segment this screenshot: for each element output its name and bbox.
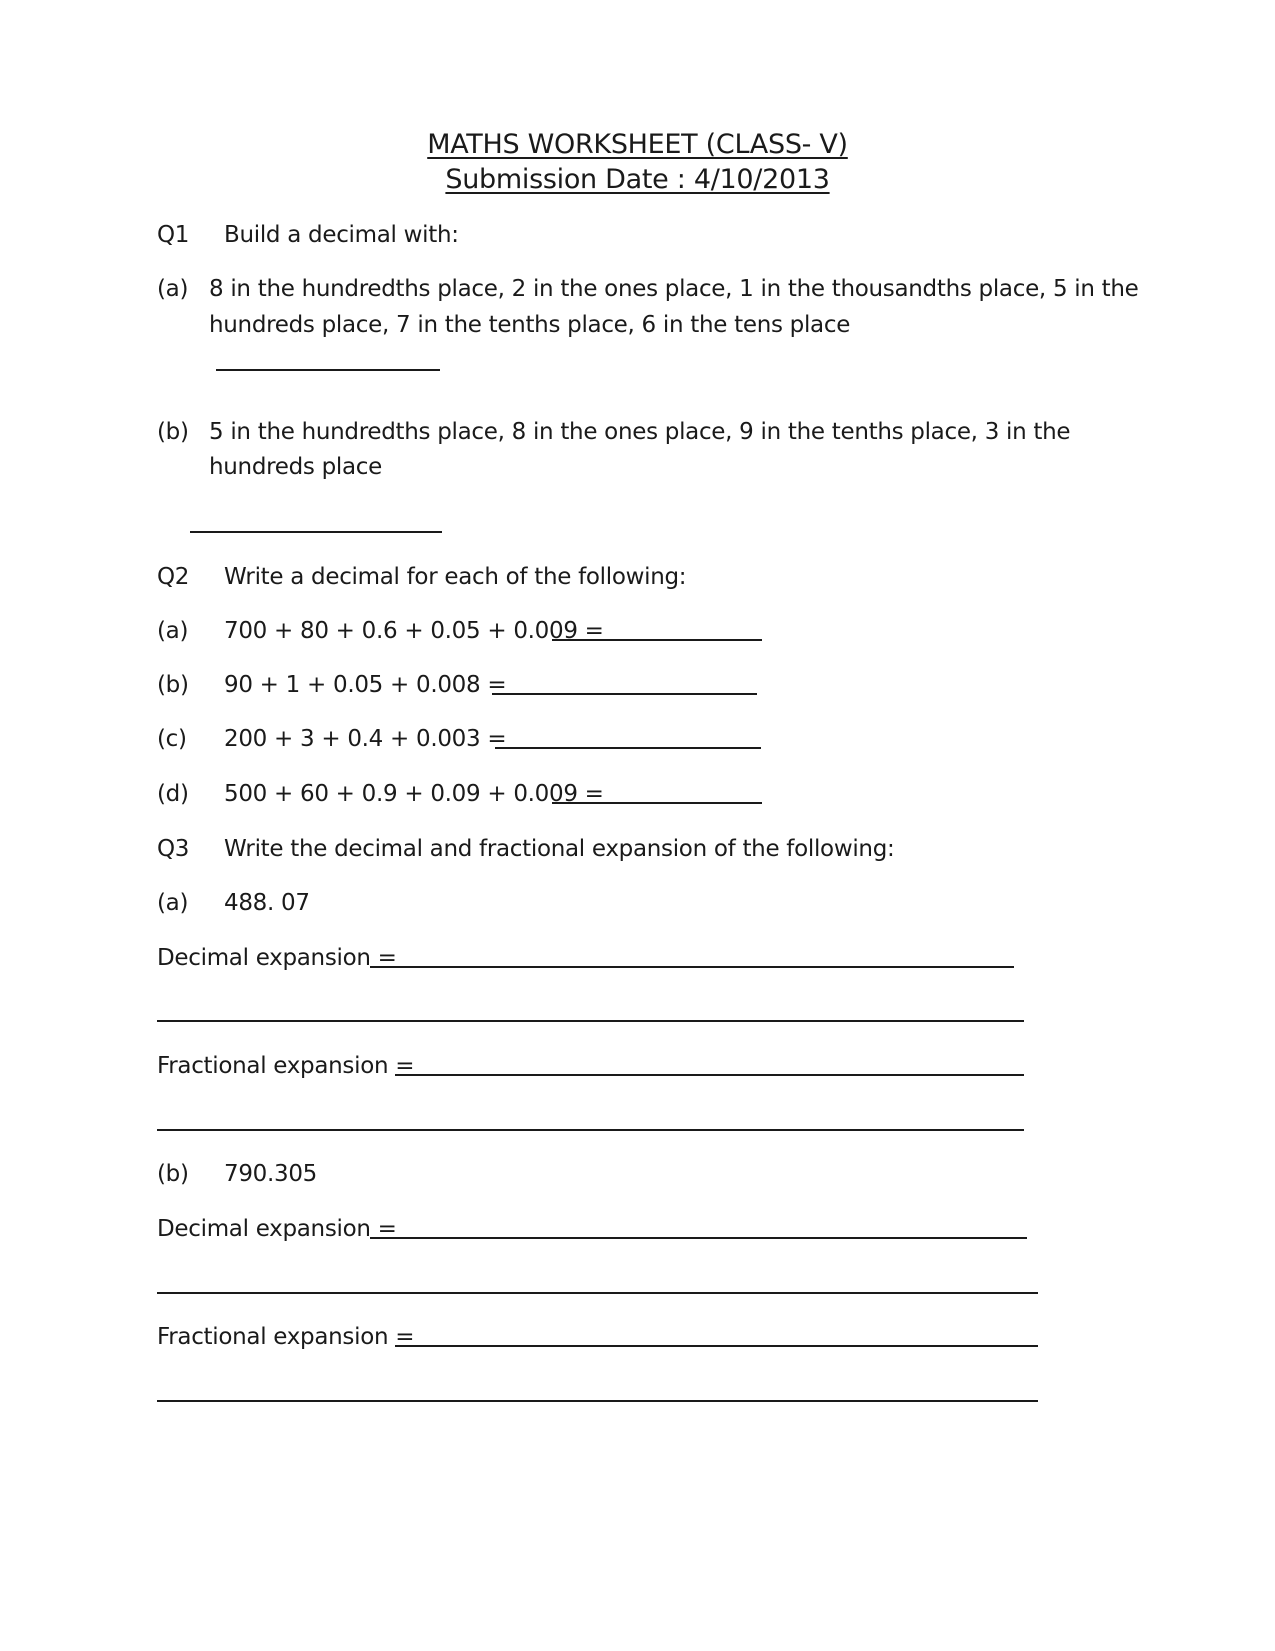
q3-prompt: Write the decimal and fractional expansion of the following: bbox=[224, 836, 895, 862]
worksheet-title: MATHS WORKSHEET (CLASS- V) bbox=[427, 129, 848, 160]
q2c-expression: 200 + 3 + 0.4 + 0.003 = bbox=[224, 726, 507, 752]
q3b-fractional-answer-line[interactable] bbox=[395, 1345, 1038, 1347]
q3a-decimal-answer-line-2[interactable] bbox=[157, 1020, 1024, 1022]
q1a-answer-line[interactable] bbox=[216, 369, 440, 371]
q1a-text-line2: hundreds place, 7 in the tenths place, 6 in the tens place bbox=[209, 312, 851, 338]
q2-prompt: Write a decimal for each of the following: bbox=[224, 564, 687, 590]
q1b-text-line2: hundreds place bbox=[209, 454, 383, 480]
q1-prompt: Build a decimal with: bbox=[224, 222, 459, 248]
q2a-expression: 700 + 80 + 0.6 + 0.05 + 0.009 = bbox=[224, 618, 604, 644]
q1b-answer-line[interactable] bbox=[190, 531, 442, 533]
q1-number: Q1 bbox=[157, 222, 190, 248]
q3b-decimal-answer-line[interactable] bbox=[370, 1237, 1027, 1239]
q2b-label: (b) bbox=[157, 672, 189, 698]
q2a-label: (a) bbox=[157, 618, 189, 644]
submission-date: Submission Date : 4/10/2013 bbox=[445, 164, 830, 195]
q3b-decimal-label: Decimal expansion = bbox=[157, 1216, 397, 1242]
q1a-label: (a) bbox=[157, 276, 189, 302]
q3a-decimal-label: Decimal expansion = bbox=[157, 945, 397, 971]
q1b-label: (b) bbox=[157, 419, 189, 445]
q3b-label: (b) bbox=[157, 1161, 189, 1187]
q3a-decimal-answer-line[interactable] bbox=[370, 966, 1014, 968]
q3a-label: (a) bbox=[157, 890, 189, 916]
q2b-answer-line[interactable] bbox=[492, 693, 757, 695]
q2d-label: (d) bbox=[157, 781, 189, 807]
q1b-text-line1: 5 in the hundredths place, 8 in the ones place, 9 in the tenths place, 3 in the bbox=[209, 419, 1071, 445]
q2d-expression: 500 + 60 + 0.9 + 0.09 + 0.009 = bbox=[224, 781, 604, 807]
q3b-number: 790.305 bbox=[224, 1161, 318, 1187]
q3b-fractional-answer-line-2[interactable] bbox=[157, 1400, 1038, 1402]
q3a-fractional-label: Fractional expansion = bbox=[157, 1053, 415, 1079]
q3a-fractional-answer-line[interactable] bbox=[395, 1074, 1024, 1076]
q3a-fractional-answer-line-2[interactable] bbox=[157, 1129, 1024, 1131]
q3b-fractional-label: Fractional expansion = bbox=[157, 1324, 415, 1350]
q2d-answer-line[interactable] bbox=[552, 802, 762, 804]
q2c-answer-line[interactable] bbox=[495, 747, 761, 749]
q3b-decimal-answer-line-2[interactable] bbox=[157, 1292, 1038, 1294]
q1a-text-line1: 8 in the hundredths place, 2 in the ones place, 1 in the thousandths place, 5 in the bbox=[209, 276, 1139, 302]
q2-number: Q2 bbox=[157, 564, 190, 590]
q3-number: Q3 bbox=[157, 836, 190, 862]
q2c-label: (c) bbox=[157, 726, 187, 752]
q3a-number: 488. 07 bbox=[224, 890, 310, 916]
q2a-answer-line[interactable] bbox=[552, 639, 762, 641]
q2b-expression: 90 + 1 + 0.05 + 0.008 = bbox=[224, 672, 507, 698]
